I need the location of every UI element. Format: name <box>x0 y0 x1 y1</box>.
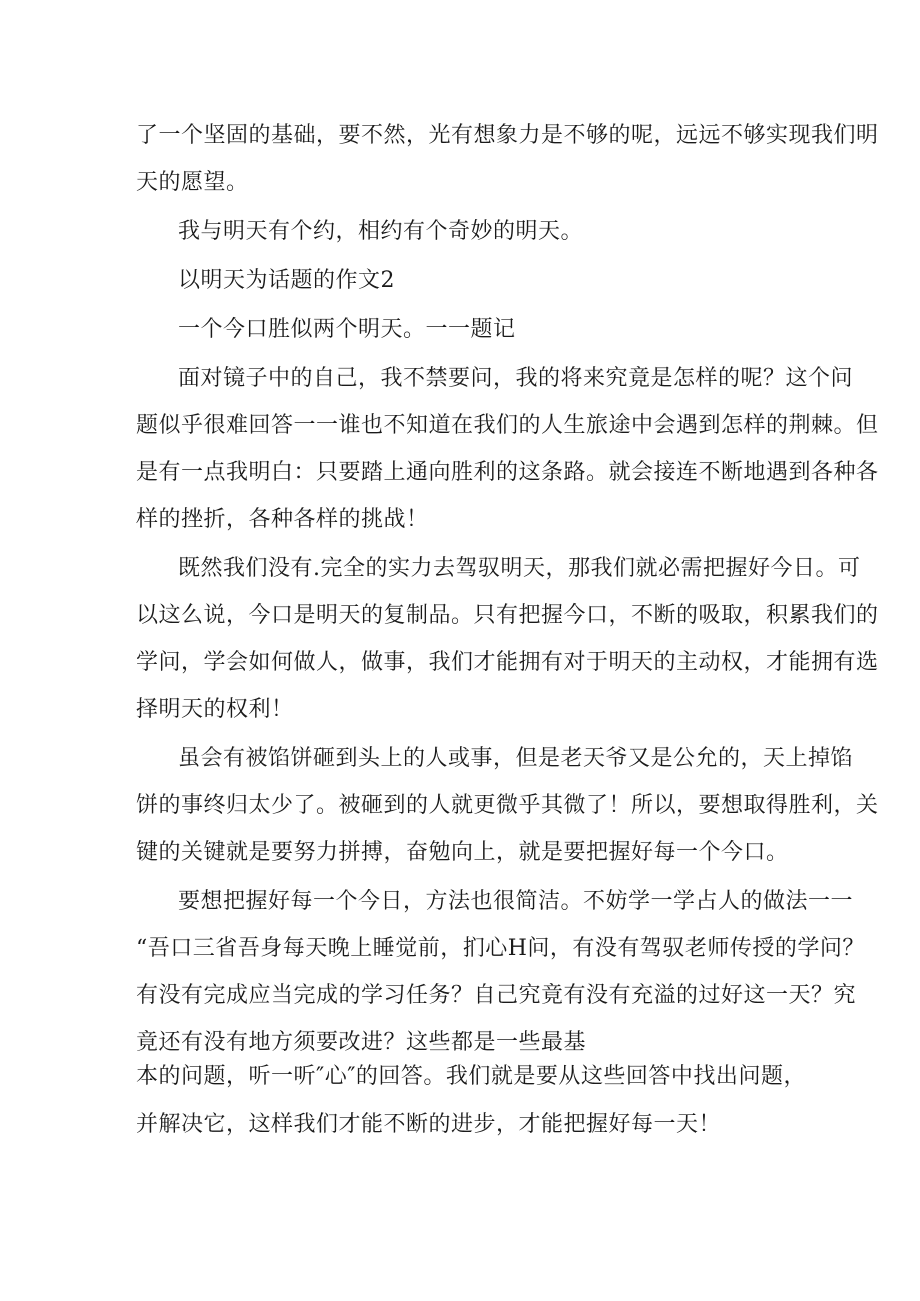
text-line: 并解决它，这样我们才能不断的进步，才能把握好每一天！ <box>136 1112 722 1137</box>
text-line: 择明天的权利！ <box>136 697 294 722</box>
text-line: “吾口三省吾身每天晚上睡觉前，扪心H问，有没有驾驭老师传授的学问？ <box>136 936 865 961</box>
text-line: 以这么说，今口是明天的复制品。只有把握今口，不断的吸取，积累我们的 <box>136 603 879 628</box>
text-line: 面对镜子中的自己，我不禁要问，我的将来究竟是怎样的呢？这个问 <box>178 366 854 391</box>
text-line: 饼的事终归太少了。被砸到的人就更微乎其微了！所以，要想取得胜利，关 <box>136 793 879 818</box>
text-line: 是有一点我明白：只要踏上通向胜利的这条路。就会接连不断地遇到各种各 <box>136 460 879 485</box>
text-line: 竟还有没有地方须要改进？这些都是一些最基 <box>136 1030 587 1055</box>
text-line: 既然我们没有.完全的实力去驾驭明天，那我们就必需把握好今日。可 <box>178 556 861 581</box>
text-line: 了一个坚固的基础，要不然，光有想象力是不够的呢，远远不够实现我们明 <box>136 123 879 148</box>
epigraph: 一个今口胜似两个明天。一一题记 <box>178 317 516 342</box>
text-line: 我与明天有个约，相约有个奇妙的明天。 <box>178 219 584 244</box>
text-line: 学问，学会如何做人，做事，我们才能拥有对于明天的主动权，才能拥有选 <box>136 650 879 675</box>
text-line: 天的愿望。 <box>136 170 249 195</box>
text-line: 有没有完成应当完成的学习任务？自己究竟有没有充溢的过好这一天？究 <box>136 983 857 1008</box>
text-line: 虽会有被馅饼砸到头上的人或事，但是老天爷又是公允的，天上掉馅 <box>178 746 854 771</box>
text-line: 题似乎很难回答一一谁也不知道在我们的人生旅途中会遇到怎样的荆棘。但 <box>136 413 879 438</box>
text-line: 本的问题，听一听″心″的回答。我们就是要从这些回答中找出问题， <box>136 1064 806 1089</box>
section-title: 以明天为话题的作文2 <box>178 268 395 293</box>
text-line: 样的挫折，各种各样的挑战！ <box>136 507 429 532</box>
text-line: 要想把握好每一个今日，方法也很简洁。不妨学一学占人的做法一一 <box>178 889 854 914</box>
text-line: 键的关键就是要努力拼搏，奋勉向上，就是要把握好每一个今口。 <box>136 840 789 865</box>
